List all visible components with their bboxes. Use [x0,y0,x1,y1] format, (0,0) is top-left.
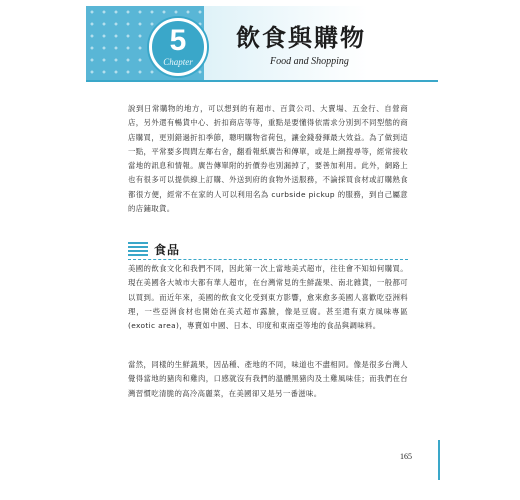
chapter-subtitle: Food and Shopping [270,56,349,67]
section-heading [128,240,180,258]
food-paragraph-2: 當然，同樣的生鮮蔬果，因品種、產地的不同，味道也不盡相同。像是很多台灣人覺得當地的豬肉和雞肉，口感就沒有我們的溫體黑豬肉及土雞風味佳；而我們在台灣習慣吃清脆的高冷高麗菜，在美國卻又是另一番滋味。 [128,360,408,398]
chapter-number: 5 [169,24,187,57]
chapter-badge [149,18,207,76]
chapter-title: 飲食與購物 [236,23,366,52]
page-number: 165 [400,452,412,461]
page-edge-rule [438,440,440,480]
intro-paragraph: 說到日常購物的地方，可以想到的有超市、百貨公司、大賣場、五金行、自營商店，另外還有暢貨中心、折扣商店等等，重點是要懂得依需求分別到不同型態的商店購買，更別錯過折扣季節，聰明購物省荷包，讓金錢發揮最大效益。為了做到這一點，平常要多問問左鄰右舍，翻看報紙廣告和傳單，或是上網搜尋等，經常接收當地的訊息和情報。廣告傳單附的折價券也別漏掉了，要善加利用。此外，網路上也有很多可以提供線上訂購、外送到府的食物外送服務，不論採買食材或訂購熟食都很方便，經常不在家的人可以利用名為 curbside pickup 的服務，到自己屬意的店鋪取貨。 [128,104,408,214]
section-divider [128,259,408,260]
chapter-header [86,6,438,82]
section-title: 食品 [154,242,181,257]
chapter-word: Chapter [163,57,193,67]
striped-bar-icon [128,242,148,256]
food-paragraph-1: 美國的飲食文化和我們不同，因此第一次上當地美式超市，往往會不知如何購買。現在美國各大城市大都有華人超市，在台灣常見的生鮮蔬果、南北雜貨，一般都可以買到。而近年來，美國的飲食文化受到東方影響，愈來愈多美國人喜歡吃亞洲料理，一些亞洲食材也開始在美式超市露臉，像是豆腐。甚至還有東方風味專區 (exotic area)，專賣如中國、日本、印度和東南亞等地的食品與調味料。 [128,264,408,331]
